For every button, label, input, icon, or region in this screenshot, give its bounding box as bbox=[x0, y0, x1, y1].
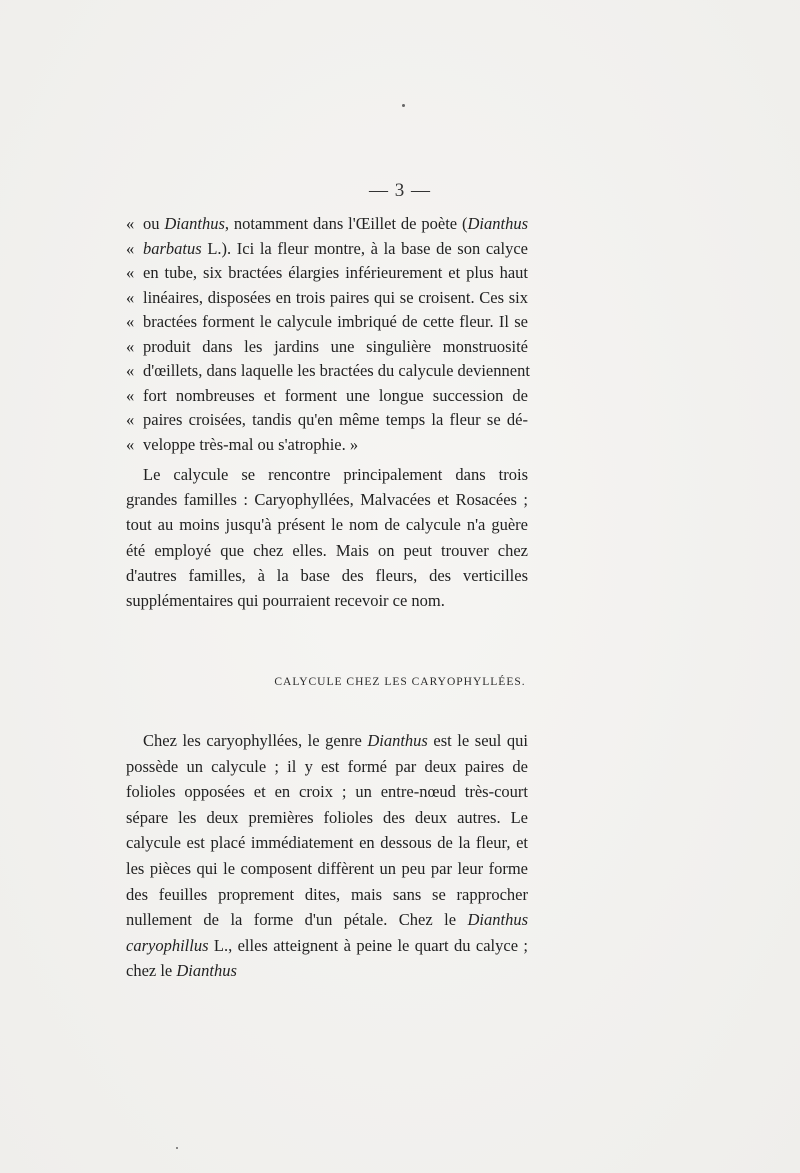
quote-line: « paires croisées, tandis qu'en même temps la fleur se dé- bbox=[126, 408, 528, 433]
quote-line: « ou Dianthus, notamment dans l'Œillet de poète (Dianthus bbox=[126, 212, 528, 237]
quote-line: « barbatus L.). Ici la fleur montre, à la base de son calyce bbox=[126, 237, 528, 262]
quote-mark: « bbox=[126, 263, 135, 282]
quote-mark: « bbox=[126, 238, 135, 258]
quote-mark: « bbox=[126, 287, 135, 307]
quote-mark: « bbox=[126, 336, 135, 356]
quote-mark: « bbox=[126, 410, 135, 429]
quote-line: « bractées forment le calycule imbriqué de cette fleur. Il se bbox=[126, 310, 528, 335]
quotation-block bbox=[126, 212, 528, 457]
section-heading: CALYCULE CHEZ LES CARYOPHYLLÉES. bbox=[274, 676, 526, 688]
quote-line: « d'œillets, dans laquelle les bractées du calycule deviennent bbox=[126, 359, 528, 384]
quote-line: « fort nombreuses et forment une longue succession de bbox=[126, 384, 528, 409]
quote-mark: « bbox=[126, 312, 135, 331]
body-paragraph: Chez les caryophyllées, le genre Dianthus est le seul qui possède un calycule ; il y est formé par deux paires de folioles opposées et en croix ; un entre-nœud très-court sépare les deux premières folioles des deux autres. Le calycule est placé immédiatement en dessous de la fleur, et les pièces qui le composent diffèrent un peu par leur forme des feuilles proprement dites, mais sans se rapprocher nullement de la forme d'un pétale. Chez le Dianthus caryophillus L., elles atteignent à peine le quart du calyce ; chez le Dianthus bbox=[126, 731, 528, 981]
quote-line: « produit dans les jardins une singulière monstruosité bbox=[126, 335, 528, 360]
ink-speck bbox=[402, 104, 405, 107]
quote-line: « linéaires, disposées en trois paires qui se croisent. Ces six bbox=[126, 286, 528, 311]
quote-mark: « bbox=[126, 361, 135, 380]
page-number: — 3 — bbox=[369, 180, 431, 201]
quote-mark: « bbox=[126, 434, 135, 454]
quote-line: « veloppe très-mal ou s'atrophie. » bbox=[126, 433, 528, 458]
ink-speck bbox=[176, 1147, 178, 1149]
quote-mark: « bbox=[126, 385, 135, 405]
quote-line: « en tube, six bractées élargies inférieurement et plus haut bbox=[126, 261, 528, 286]
body-paragraph: Le calycule se rencontre principalement dans trois grandes familles : Caryophyllées, Malvacées et Rosacées ; tout au moins jusqu'à présent le nom de calycule n'a guère été employé que chez elles. Mais on peut trouver chez d'autres familles, à la base des fleurs, des verticilles supplémentaires qui pourraient recevoir ce nom. bbox=[126, 465, 528, 611]
quote-mark: « bbox=[126, 214, 135, 233]
